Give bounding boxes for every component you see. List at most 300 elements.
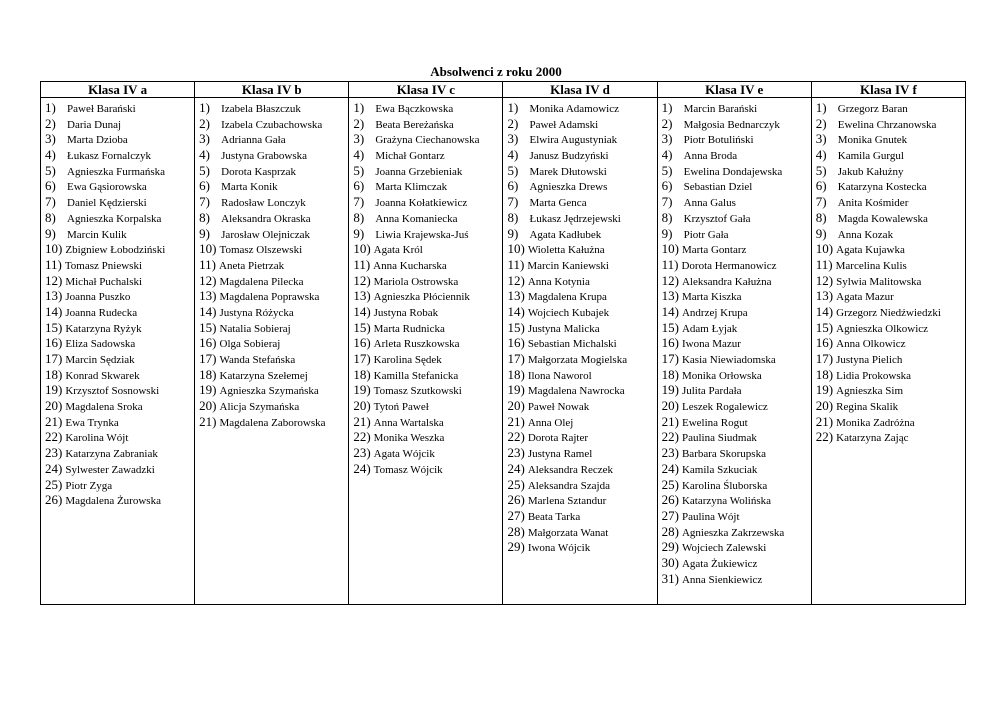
student-number: 13) [815, 288, 834, 304]
student-name: Agnieszka Furmańska [67, 165, 166, 178]
student-number: 19) [815, 382, 834, 398]
student-name: Leszek Rogalewicz [681, 401, 768, 414]
class-header: Klasa IV a [41, 82, 195, 98]
student-number: 21) [353, 413, 371, 429]
student-name: Regina Skalik [836, 401, 899, 414]
student-number: 4) [45, 147, 56, 163]
student-entry [353, 414, 502, 430]
student-name: Wojciech Zalewski [681, 542, 767, 555]
student-name: Agnieszka Szymańska [219, 385, 319, 398]
student-name: Joanna Grzebieniak [375, 165, 463, 178]
student-entry [662, 273, 811, 289]
student-name: Marcin Kulik [67, 228, 127, 241]
student-number: 1) [815, 100, 827, 115]
student-number: 20) [45, 398, 63, 414]
student-name: Aleksandra Szajda [527, 479, 610, 492]
student-entry [816, 257, 965, 273]
student-name: Dorota Kasprzak [221, 165, 296, 178]
student-number: 6) [661, 178, 673, 194]
student-name: Dorota Hermanowicz [681, 259, 777, 272]
student-number: 11) [661, 256, 679, 272]
student-entry [45, 147, 194, 163]
class-column [41, 98, 195, 605]
student-entry [662, 555, 811, 571]
student-entry [199, 226, 348, 242]
student-entry [353, 257, 502, 273]
student-entry [662, 226, 811, 242]
student-name: Karolina Wójt [65, 432, 129, 445]
student-entry [662, 492, 811, 508]
student-name: Marcin Sędziak [65, 354, 135, 366]
student-number: 24) [353, 460, 371, 476]
student-entry [816, 241, 965, 257]
student-name: Tomasz Olszewski [219, 244, 303, 257]
student-name: Izabela Błaszczuk [221, 103, 301, 115]
student-number: 15) [353, 319, 371, 335]
student-entry [662, 445, 811, 461]
student-name: Marcin Barański [683, 103, 758, 115]
student-number: 7) [661, 194, 673, 210]
student-name: Paulina Wójt [681, 510, 740, 523]
student-entry [662, 367, 811, 383]
student-number: 26) [507, 492, 525, 508]
student-name: Monika Gnutek [837, 134, 908, 147]
student-name: Wanda Stefańska [219, 354, 296, 366]
student-entry [507, 445, 656, 461]
student-name: Joanna Puszko [65, 291, 131, 304]
student-entry [662, 241, 811, 257]
student-number: 15) [199, 319, 217, 335]
student-entry [45, 382, 194, 398]
student-entry [199, 116, 348, 132]
student-name: Beata Bereżańska [375, 118, 454, 131]
student-entry [353, 194, 502, 210]
student-entry [199, 351, 348, 367]
student-name: Sebastian Michalski [527, 338, 617, 351]
student-entry [353, 288, 502, 304]
student-name: Monika Weszka [373, 432, 445, 445]
student-name: Justyna Różycka [219, 306, 294, 319]
student-name: Kamila Gurgul [837, 150, 904, 163]
student-name: Agata Mazur [836, 291, 894, 304]
student-entry [45, 414, 194, 430]
student-entry [199, 194, 348, 210]
student-name: Anna Kozak [837, 228, 894, 241]
student-number: 1) [45, 100, 56, 115]
student-name: Łukasz Fornalczyk [67, 150, 151, 163]
student-number: 18) [199, 366, 217, 382]
student-number: 22) [45, 429, 63, 445]
student-name: Justyna Grabowska [221, 150, 308, 163]
student-entry [45, 273, 194, 289]
student-name: Paulina Siudmak [681, 432, 757, 445]
student-entry [816, 226, 965, 242]
student-name: Justyna Pielich [836, 354, 903, 366]
student-entry [507, 288, 656, 304]
student-name: Adam Łyjak [681, 322, 738, 335]
student-name: Małgorzata Wanat [527, 526, 609, 539]
student-name: Anna Wartalska [373, 416, 444, 429]
class-header-row [41, 82, 966, 98]
student-entry [353, 131, 502, 147]
student-name: Paweł Barański [67, 103, 136, 115]
student-number: 11) [199, 256, 217, 272]
student-entry [45, 210, 194, 226]
student-entry [199, 100, 348, 116]
student-number: 15) [507, 319, 525, 335]
student-number: 5) [45, 162, 56, 178]
student-entry [816, 429, 965, 445]
student-name: Katarzyna Kostecka [837, 181, 927, 194]
student-name: Tomasz Pniewski [64, 259, 142, 272]
student-number: 18) [45, 366, 63, 382]
student-entry [353, 445, 502, 461]
student-name: Sylwia Malitowska [836, 275, 922, 288]
student-entry [662, 508, 811, 524]
student-name: Joanna Kołatkiewicz [375, 197, 468, 210]
student-entry [507, 477, 656, 493]
student-name: Magdalena Pilecka [219, 275, 304, 288]
student-name: Aleksandra Kałużna [681, 275, 772, 288]
student-name: Justyna Ramel [527, 448, 593, 461]
student-entry [662, 194, 811, 210]
student-entry [816, 178, 965, 194]
student-entry [507, 131, 656, 147]
student-name: Daria Dunaj [67, 118, 122, 131]
student-entry [353, 163, 502, 179]
student-number: 17) [353, 351, 371, 366]
student-number: 2) [661, 115, 673, 131]
student-entry [816, 100, 965, 116]
student-number: 10) [507, 241, 525, 257]
student-number: 3) [661, 131, 673, 147]
student-name: Michał Puchalski [65, 275, 143, 288]
student-entry [353, 382, 502, 398]
student-name: Marta Klimczak [375, 181, 448, 194]
student-entry [816, 163, 965, 179]
student-number: 14) [199, 303, 217, 319]
student-number: 14) [661, 303, 679, 319]
student-entry [199, 398, 348, 414]
student-entry [662, 178, 811, 194]
student-number: 5) [353, 162, 365, 178]
student-number: 3) [815, 131, 827, 147]
student-name: Wojciech Kubajek [527, 306, 610, 319]
student-number: 17) [507, 351, 525, 366]
student-number: 19) [507, 382, 525, 398]
student-name: Michał Gontarz [375, 150, 445, 163]
student-number: 3) [353, 131, 365, 147]
student-number: 20) [199, 398, 217, 414]
student-name: Marta Kiszka [681, 291, 742, 304]
student-name: Karolina Sędek [373, 354, 442, 366]
student-number: 23) [353, 445, 371, 461]
student-entry [816, 288, 965, 304]
student-entry [45, 492, 194, 508]
student-name: Kamilla Stefanicka [373, 369, 459, 382]
student-entry [662, 382, 811, 398]
student-entry [662, 163, 811, 179]
student-number: 18) [815, 366, 834, 382]
student-number: 9) [45, 225, 56, 241]
student-entry [199, 288, 348, 304]
student-entry [816, 131, 965, 147]
student-name: Lidia Prokowska [836, 369, 911, 382]
student-name: Agnieszka Korpalska [67, 212, 162, 225]
student-name: Magdalena Nawrocka [527, 385, 625, 398]
student-name: Andrzej Krupa [681, 306, 748, 319]
student-number: 8) [45, 209, 56, 225]
student-number: 20) [353, 398, 371, 414]
student-number: 18) [507, 366, 525, 382]
student-name: Tytoń Paweł [373, 401, 429, 414]
student-number: 12) [507, 272, 525, 288]
student-name: Barbara Skorupska [681, 448, 766, 461]
student-number: 18) [661, 366, 679, 382]
student-entry [507, 178, 656, 194]
student-number: 14) [353, 303, 371, 319]
student-number: 7) [199, 194, 210, 210]
class-column [195, 98, 349, 605]
student-number: 3) [45, 131, 56, 147]
student-name: Katarzyna Zając [836, 432, 909, 445]
student-number: 16) [507, 335, 525, 351]
student-name: Łukasz Jędrzejewski [529, 212, 621, 225]
student-name: Zbigniew Łobodziński [65, 244, 166, 257]
student-name: Joanna Rudecka [65, 306, 138, 319]
student-number: 4) [815, 147, 827, 163]
student-entry [507, 398, 656, 414]
student-number: 4) [353, 147, 365, 163]
student-entry [353, 273, 502, 289]
student-entry [662, 351, 811, 367]
student-number: 11) [507, 256, 525, 272]
student-number: 14) [45, 303, 63, 319]
student-entry [662, 131, 811, 147]
student-name: Marta Rudnicka [373, 322, 445, 335]
student-entry [507, 320, 656, 336]
student-number: 8) [199, 209, 210, 225]
student-number: 4) [507, 147, 519, 163]
student-entry [507, 414, 656, 430]
student-entry [45, 288, 194, 304]
student-number: 30) [661, 554, 679, 570]
student-number: 7) [45, 194, 56, 210]
student-entry [507, 367, 656, 383]
student-name: Grzegorz Niedźwiedzki [836, 306, 941, 319]
student-name: Kamila Szkuciak [681, 463, 758, 476]
student-entry [353, 241, 502, 257]
student-name: Piotr Botuliński [683, 134, 754, 147]
student-number: 27) [661, 507, 679, 523]
student-entry [662, 539, 811, 555]
student-number: 6) [815, 178, 827, 194]
student-number: 19) [353, 382, 371, 398]
student-entry [507, 100, 656, 116]
student-entry [45, 116, 194, 132]
student-name: Wioletta Kałużna [527, 244, 605, 257]
student-name: Arleta Ruszkowska [373, 338, 460, 351]
student-entry [816, 351, 965, 367]
student-number: 12) [661, 272, 679, 288]
student-number: 13) [199, 288, 217, 304]
student-number: 11) [353, 256, 371, 272]
student-entry [662, 335, 811, 351]
student-number: 19) [661, 382, 679, 398]
student-number: 22) [353, 429, 371, 445]
student-entry [816, 320, 965, 336]
student-entry [507, 508, 656, 524]
student-name: Justyna Robak [373, 306, 439, 319]
student-number: 31) [661, 570, 679, 586]
student-name: Agata Kujawka [836, 244, 905, 257]
student-number: 1) [507, 100, 519, 115]
student-number: 16) [815, 335, 834, 351]
student-entry [816, 398, 965, 414]
student-name: Ewa Gąsiorowska [67, 181, 147, 194]
student-number: 13) [507, 288, 525, 304]
student-entry [45, 131, 194, 147]
student-entry [353, 304, 502, 320]
student-number: 14) [815, 303, 834, 319]
student-entry [662, 288, 811, 304]
student-entry [353, 367, 502, 383]
student-name: Anita Kośmider [837, 197, 909, 210]
student-entry [199, 320, 348, 336]
student-name: Piotr Zyga [65, 479, 113, 492]
student-entry [816, 335, 965, 351]
student-entry [353, 116, 502, 132]
student-name: Małgosia Bednarczyk [683, 118, 780, 131]
student-list [507, 100, 656, 555]
student-entry [507, 257, 656, 273]
student-name: Ewelina Dondajewska [683, 165, 783, 178]
student-number: 5) [661, 162, 673, 178]
student-number: 1) [353, 100, 365, 115]
student-number: 24) [507, 460, 525, 476]
student-number: 6) [45, 178, 56, 194]
student-name: Ewelina Rogut [681, 416, 748, 429]
student-entry [816, 147, 965, 163]
student-entry [353, 147, 502, 163]
student-number: 12) [353, 272, 371, 288]
student-name: Karolina Śluborska [681, 479, 768, 492]
student-name: Krzysztof Gała [683, 212, 751, 225]
student-number: 4) [661, 147, 673, 163]
student-number: 10) [353, 241, 371, 257]
student-name: Marta Dzioba [67, 134, 128, 147]
student-name: Sebastian Dziel [683, 181, 753, 194]
student-name: Alicja Szymańska [219, 401, 300, 414]
student-number: 21) [815, 413, 834, 429]
student-entry [199, 131, 348, 147]
student-number: 15) [45, 319, 63, 335]
student-entry [662, 477, 811, 493]
student-name: Krzysztof Sosnowski [65, 385, 160, 398]
student-name: Liwia Krajewska-Juś [375, 228, 469, 241]
student-name: Mariola Ostrowska [373, 275, 459, 288]
student-number: 21) [45, 413, 63, 429]
student-entry [662, 571, 811, 587]
student-number: 7) [353, 194, 365, 210]
student-number: 26) [661, 492, 679, 508]
student-name: Marta Konik [221, 181, 278, 194]
student-list [816, 100, 965, 445]
student-entry [353, 226, 502, 242]
student-name: Monika Adamowicz [529, 103, 619, 115]
student-entry [45, 163, 194, 179]
student-entry [45, 100, 194, 116]
student-entry [507, 429, 656, 445]
student-entry [45, 320, 194, 336]
student-number: 16) [661, 335, 679, 351]
student-number: 25) [661, 476, 679, 492]
student-number: 2) [353, 115, 365, 131]
student-entry [45, 257, 194, 273]
student-number: 2) [199, 115, 210, 131]
student-name: Marta Gontarz [681, 244, 747, 257]
student-number: 3) [199, 131, 210, 147]
student-entry [662, 524, 811, 540]
student-name: Marta Genca [529, 197, 587, 210]
student-entry [507, 524, 656, 540]
student-number: 16) [353, 335, 371, 351]
student-entry [45, 335, 194, 351]
student-name: Anna Olkowicz [836, 338, 906, 351]
student-number: 29) [507, 539, 525, 555]
student-entry [353, 178, 502, 194]
student-number: 11) [45, 256, 62, 272]
student-name: Ewa Trynka [65, 416, 119, 429]
student-entry [662, 398, 811, 414]
class-header: Klasa IV d [503, 82, 657, 98]
student-name: Jakub Kałużny [837, 165, 904, 178]
student-entry [199, 304, 348, 320]
student-number: 16) [45, 335, 63, 351]
student-name: Marlena Sztandur [527, 495, 607, 508]
student-number: 27) [507, 507, 525, 523]
student-name: Aneta Pietrzak [219, 259, 285, 272]
student-name: Janusz Budzyński [529, 150, 609, 163]
student-entry [816, 210, 965, 226]
student-entry [353, 320, 502, 336]
student-entry [199, 414, 348, 430]
student-number: 22) [507, 429, 525, 445]
student-name: Daniel Kędzierski [67, 197, 147, 210]
student-number: 9) [661, 225, 673, 241]
student-number: 8) [507, 209, 519, 225]
student-name: Agata Żukiewicz [681, 557, 758, 570]
student-number: 9) [199, 225, 210, 241]
student-number: 15) [815, 319, 834, 335]
student-name: Ewelina Chrzanowska [837, 118, 937, 131]
student-name: Magdalena Krupa [527, 291, 607, 304]
student-entry [816, 194, 965, 210]
student-entry [662, 429, 811, 445]
student-number: 28) [661, 523, 679, 539]
student-entry [45, 398, 194, 414]
student-number: 2) [45, 115, 56, 131]
student-number: 17) [661, 351, 679, 366]
student-entry [662, 116, 811, 132]
student-number: 17) [199, 351, 217, 366]
student-entry [662, 304, 811, 320]
student-name: Tomasz Szutkowski [373, 385, 462, 398]
student-entry [507, 351, 656, 367]
student-entry [45, 194, 194, 210]
student-entry [45, 241, 194, 257]
class-column [349, 98, 503, 605]
